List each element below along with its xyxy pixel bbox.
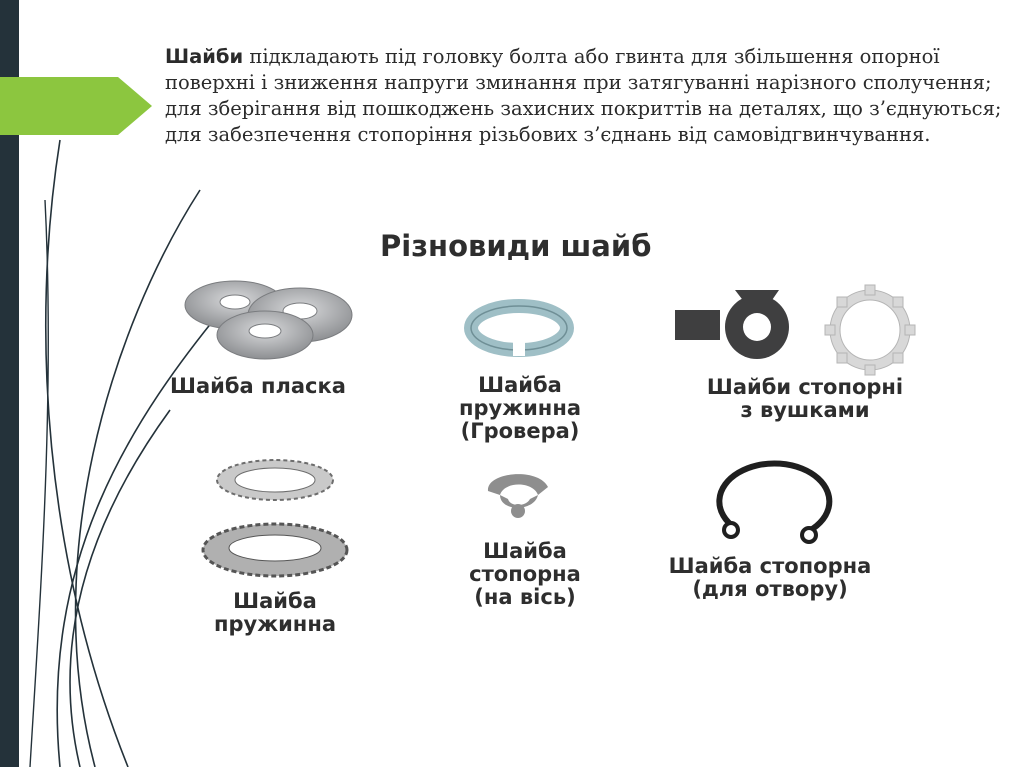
label-lock-hole-line-1: Шайба стопорна <box>668 554 872 578</box>
label-lock-shaft-line-1: Шайба <box>483 539 567 563</box>
green-arrow-shape <box>0 0 160 140</box>
arrow-fill <box>0 77 152 135</box>
paragraph-lead: Шайби <box>165 45 244 68</box>
label-spring-toothed <box>195 590 355 636</box>
label-spring-grover-line-2: пружинна <box>458 396 582 420</box>
label-lock-ears-line-1: Шайби стопорні <box>706 375 904 399</box>
lock-washer-hole-image <box>705 458 845 548</box>
label-lock-shaft <box>435 540 615 609</box>
label-lock-shaft-line-3: (на вісь) <box>474 585 576 609</box>
label-lock-ears-line-2: з вушками <box>740 398 870 422</box>
spring-washer-grover-image <box>467 300 577 360</box>
lock-washer-shaft-image <box>478 467 558 527</box>
label-flat-washer: Шайба пласка <box>170 374 346 398</box>
paragraph-text: підкладають під головку болта або гвинта для збільшення опорної поверхні і зниження напруги зминання при затягуванні нарізного сполучення; для зберігання від пошкоджень захисних покриттів на деталях, що з’єднуються; для забезпечення стопоріння різьбових з’єднань від самовідгвинчування. <box>165 45 1002 146</box>
label-spring-grover-line-1: Шайба <box>478 373 562 397</box>
figure-title: Різновиди шайб <box>380 229 652 263</box>
lock-washer-ears-image <box>675 285 945 375</box>
label-spring-toothed-line-1: Шайба <box>233 589 317 613</box>
label-spring-grover-line-3: (Гровера) <box>460 419 580 443</box>
label-lock-ears <box>675 376 935 422</box>
flat-washer-image <box>180 275 360 375</box>
label-lock-hole-line-2: (для отвору) <box>692 577 848 601</box>
label-lock-shaft-line-2: стопорна <box>469 562 581 586</box>
label-spring-grover <box>425 374 615 443</box>
intro-paragraph <box>165 44 1005 148</box>
spring-washer-toothed-image <box>195 450 355 590</box>
label-spring-toothed-line-2: пружинна <box>213 612 337 636</box>
label-lock-hole <box>640 555 900 601</box>
